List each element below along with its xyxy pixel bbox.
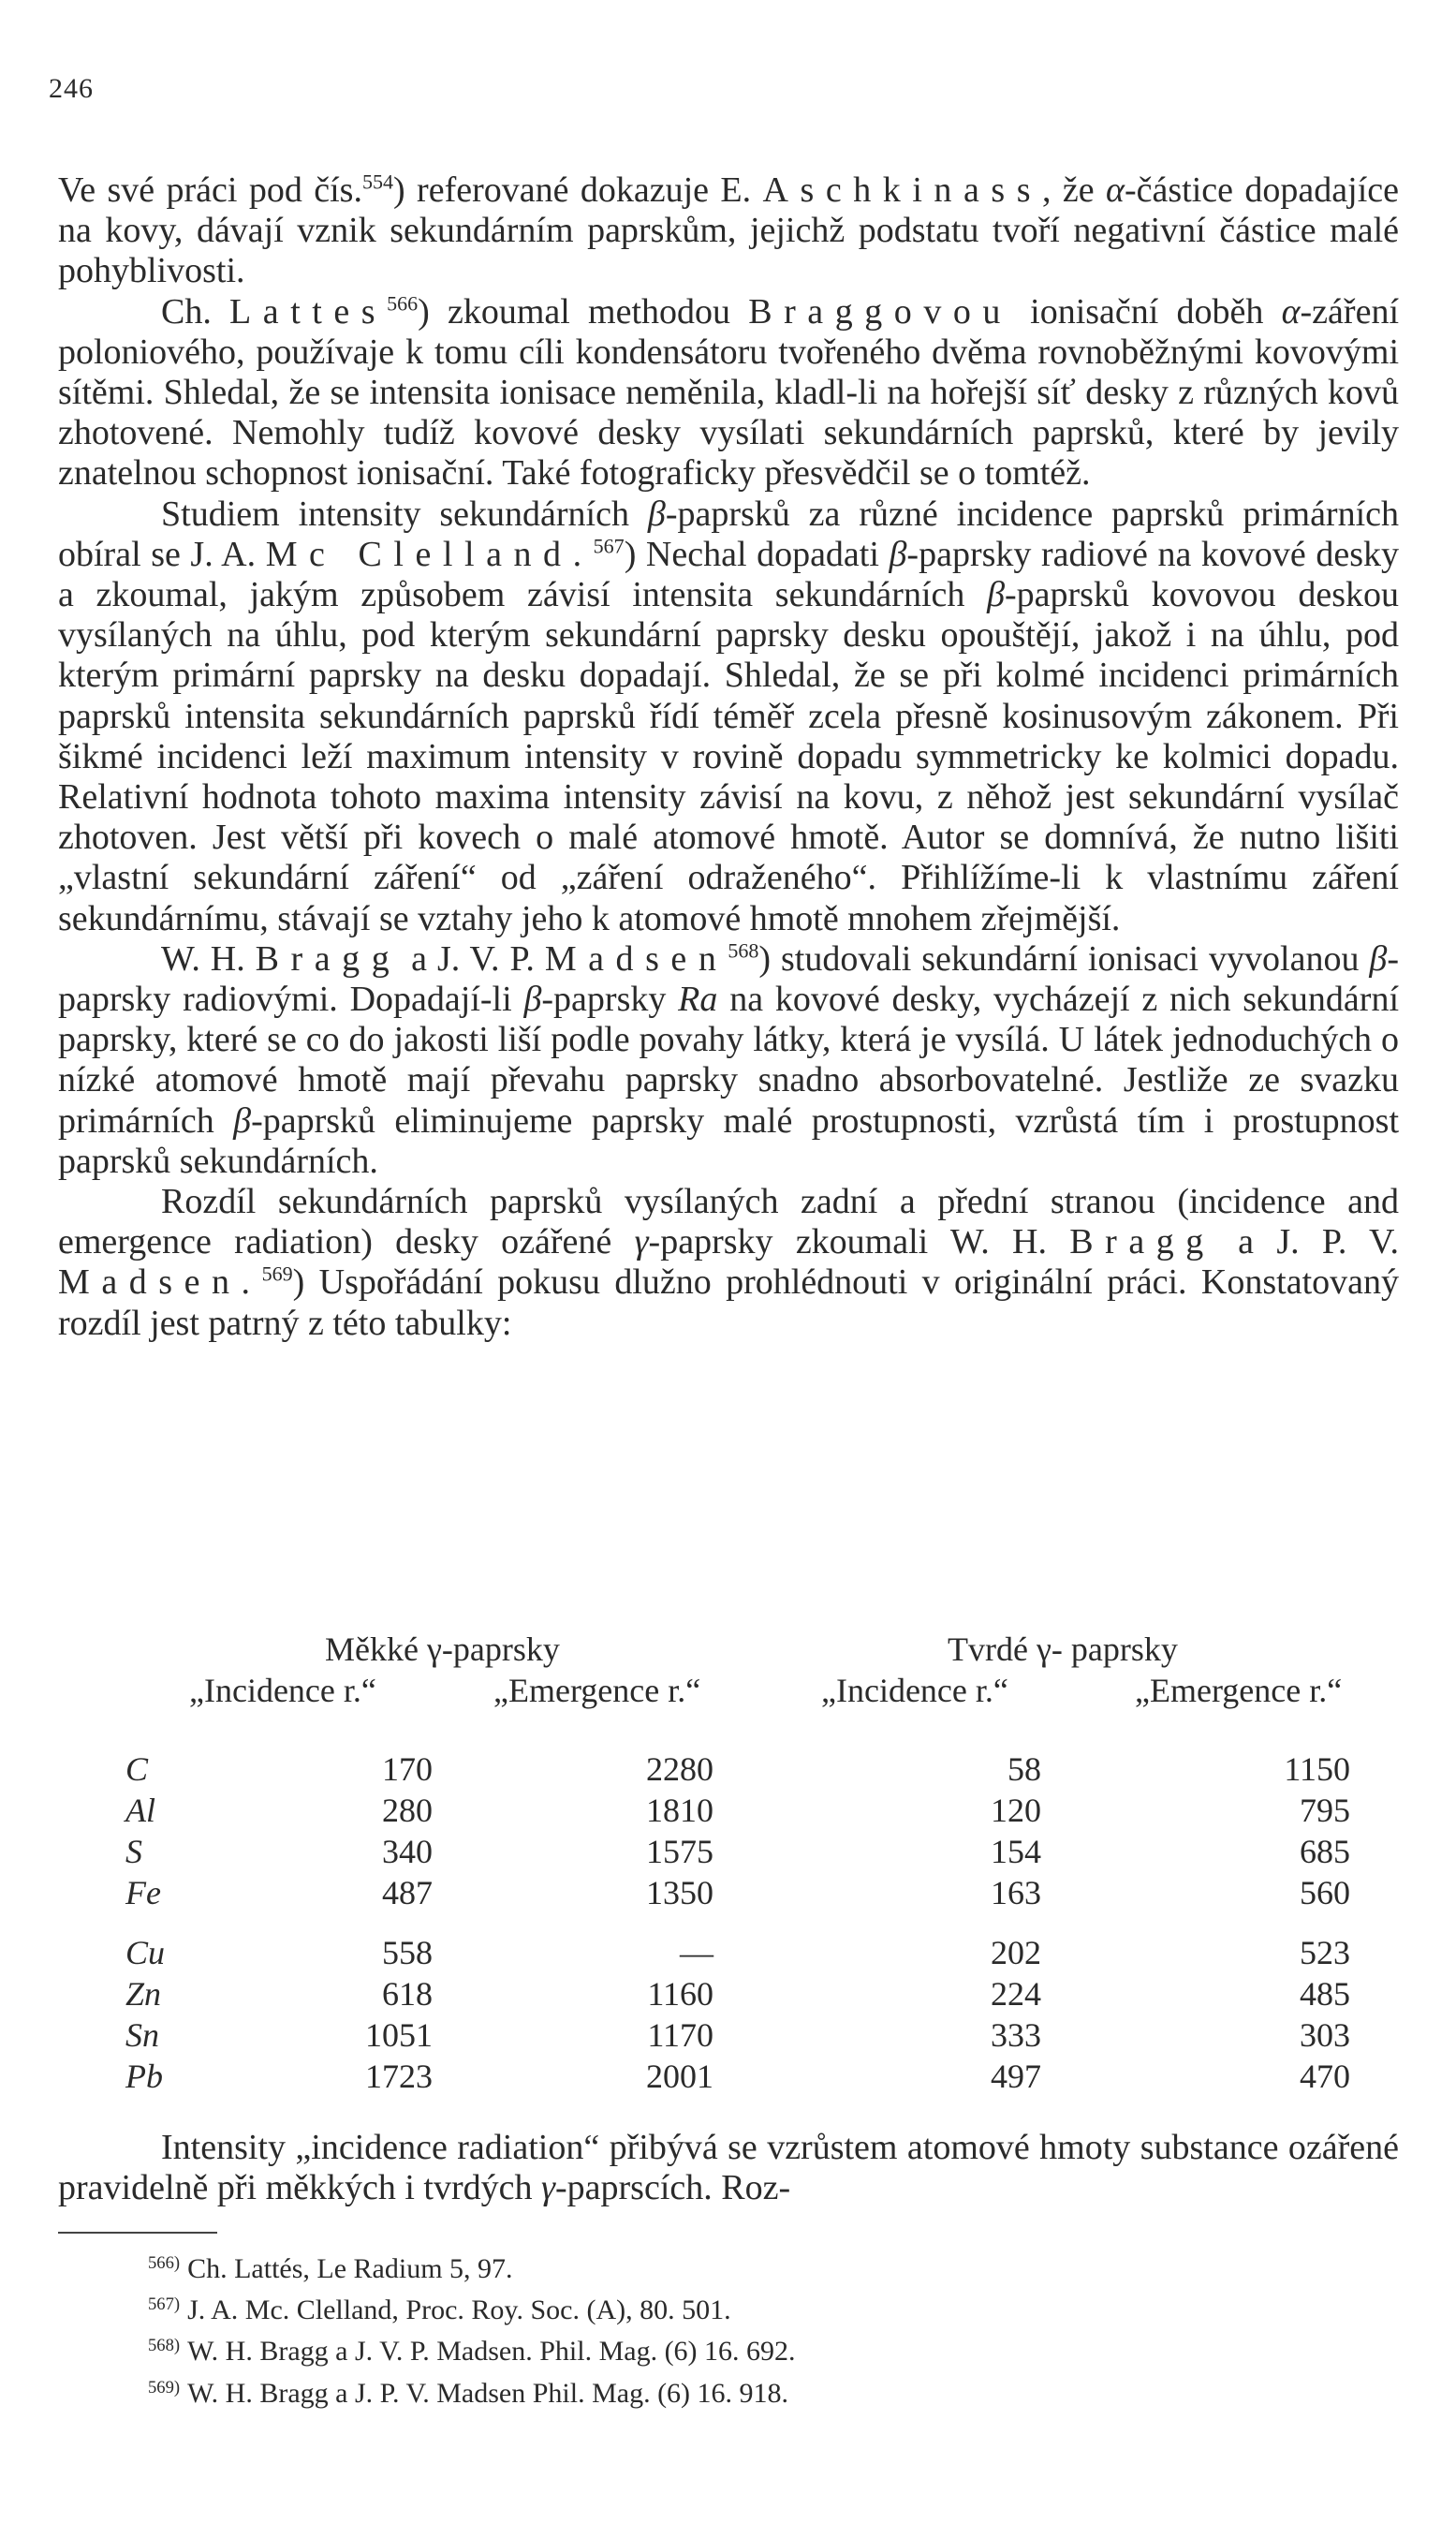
value-cell: 224	[991, 1975, 1041, 2013]
greek-symbol: β	[889, 534, 907, 574]
footnote-divider	[58, 2232, 217, 2234]
text-run: Ve své práci pod čís.	[58, 170, 362, 210]
value-cell: 340	[382, 1833, 433, 1870]
group-soft-gamma: Měkké γ-paprsky	[325, 1630, 560, 1668]
table-row	[58, 1974, 1399, 2015]
text-run: -paprsků za různé incidence paprsků primárních obíral se J. A.	[58, 494, 1400, 574]
text-run: -paprsky zkoumali W. H.	[648, 1222, 1070, 1262]
value-cell: 1810	[646, 1792, 713, 1829]
text-run: -paprscích. Roz-	[555, 2168, 791, 2207]
element-cell: Cu	[125, 1934, 166, 1971]
element-cell: Sn	[125, 2016, 159, 2054]
text-run: -paprsky radiové na kovové desky a zkoumal, jakým způsobem závisí intensita sekundárních	[58, 534, 1399, 615]
author-name: Aschkinass	[762, 170, 1043, 210]
value-cell: 170	[382, 1750, 433, 1788]
page-number: 246	[49, 73, 94, 104]
text-run: ) studovali sekundární ionisaci vyvolanou	[758, 938, 1370, 979]
footnote-ref: 568	[728, 938, 759, 963]
value-cell: 154	[991, 1833, 1041, 1870]
text-run: ) Uspořádání pokusu dlužno prohlédnouti v originální práci. Konstatovaný rozdíl jest patrný z této tabulky:	[58, 1262, 1399, 1343]
footnote-mark: 569)	[148, 2377, 181, 2398]
footnote-mark: 568)	[148, 2336, 181, 2356]
text-run: ) referované dokazuje E.	[393, 170, 763, 210]
value-cell: 2001	[646, 2058, 713, 2095]
text-run: ) Nechal dopadati	[624, 534, 890, 574]
footnote-text: W. H. Bragg a J. P. V. Madsen Phil. Mag. (6) 16. 918.	[187, 2377, 789, 2409]
footnote-text: W. H. Bragg a J. V. P. Madsen. Phil. Mag. (6) 16. 692.	[187, 2336, 796, 2368]
value-cell: 1350	[646, 1874, 713, 1911]
value-cell: 163	[991, 1874, 1041, 1911]
author-name: Lattes	[229, 291, 388, 332]
element-cell: Al	[125, 1792, 155, 1829]
table-row	[58, 1933, 1399, 1974]
text-run: ) zkoumal methodou	[418, 291, 749, 332]
paragraph-mcclelland	[58, 494, 1399, 939]
text-run: -paprsky	[541, 980, 679, 1020]
element-cell: C	[125, 1750, 149, 1788]
footnote-ref: 567	[593, 534, 625, 558]
paragraph-aschkinass	[58, 170, 1399, 292]
footnotes	[148, 2246, 1384, 2412]
greek-symbol: β	[233, 1100, 252, 1141]
table-column-header	[58, 1671, 1399, 1708]
col-emergence-hard: „Emergence r.“	[1135, 1672, 1343, 1709]
footnote-ref: 554	[361, 170, 394, 194]
footnote-mark: 567)	[148, 2294, 181, 2315]
paragraph-bragg-madsen-1	[58, 939, 1399, 1182]
element-cell: Fe	[125, 1874, 161, 1911]
footnote-text: Ch. Lattés, Le Radium 5, 97.	[187, 2253, 513, 2285]
text-run: a J. P. V.	[1214, 1222, 1399, 1262]
value-cell: —	[680, 1934, 713, 1971]
author-name: Braggovou	[748, 291, 1012, 332]
value-cell: 795	[1300, 1792, 1350, 1829]
col-emergence-soft: „Emergence r.“	[493, 1672, 701, 1709]
greek-symbol: β	[1369, 938, 1388, 979]
text-run: Studiem intensity sekundárních	[161, 494, 648, 534]
value-cell: 618	[382, 1975, 433, 2013]
value-cell: 58	[1007, 1750, 1041, 1788]
text-run: na kovové desky, vycházejí z nich sekundární paprsky, které se co do jakosti liší podle povahy látky, která je vysílá. U látek jednoduchých o nízké atomové hmotě mají převahu paprsky snadno absorbovatelné. Jestliže ze svazku primárních	[58, 980, 1400, 1141]
value-cell: 685	[1300, 1833, 1350, 1870]
value-cell: 487	[382, 1874, 433, 1911]
table-group-header	[58, 1630, 1399, 1667]
footnote-ref: 566	[387, 290, 419, 315]
value-cell: 1170	[647, 2016, 713, 2054]
paragraph-bragg-madsen-2	[58, 1182, 1399, 1344]
table-row	[58, 1749, 1399, 1791]
value-cell: 558	[382, 1934, 433, 1971]
value-cell: 2280	[646, 1750, 713, 1788]
greek-symbol: γ	[541, 2168, 555, 2207]
paragraph-lattes	[58, 292, 1399, 494]
greek-symbol: β	[987, 575, 1005, 615]
table-row	[58, 1832, 1399, 1873]
footnote	[148, 2246, 1384, 2287]
value-cell: 280	[382, 1792, 433, 1829]
col-incidence-soft: „Incidence r.“	[189, 1672, 376, 1709]
text-run: ionisační doběh	[1011, 291, 1282, 332]
text-run: -záření poloniového, používaje k tomu cíli kondensátoru tvořeného dvěma rovnoběžnými kovovými sítěmi. Shledal, že se intensita ionisace neměnila, kladl-li na hořejší síť desky z různých kovů zhotovené. Nemohly tudíž kovové desky vysílati sekundárních paprsků, které by jevily znatelnou schopnost ionisační. Také fotograficky přesvědčil se o tomtéž.	[58, 291, 1399, 494]
value-cell: 1575	[646, 1833, 713, 1870]
footnote-mark: 566)	[148, 2253, 181, 2273]
author-name: Bragg	[1069, 1222, 1215, 1262]
text-run: , že	[1042, 170, 1107, 210]
text-run: -částice dopadajíce na kovy, dávají vznik sekundárním paprskům, jejichž podstatu tvoří negativní částice malé pohyblivosti.	[58, 170, 1399, 291]
text-run: -paprsky radiovými. Dopadají-li	[58, 938, 1399, 1020]
greek-symbol: α	[1106, 170, 1125, 210]
value-cell: 1723	[365, 2058, 433, 2095]
group-hard-gamma: Tvrdé γ- paprsky	[948, 1630, 1178, 1668]
value-cell: 120	[991, 1792, 1041, 1829]
greek-symbol: γ	[634, 1222, 649, 1262]
value-cell: 1051	[365, 2016, 433, 2054]
author-name: Bragg	[255, 938, 402, 979]
text-run: -paprsků kovovou deskou vysílaných na úhlu, pod kterým sekundární paprsky desku opouštějí, jakož i na úhlu, pod kterým primární paprsky na desku dopadají. Shledal, že se při kolmé incidenci primárních paprsků intensita sekundárních paprsků řídí téměř zcela přesně kosinusovým zákonem. Při šikmé incidenci leží maximum intensity v rovině dopadu symmetricky ke kolmici dopadu. Relativní hodnota tohoto maxima intensity závisí na kovu, z něhož jest sekundární vysílač zhotoven. Jest větší při kovech o malé atomové hmotě. Autor se domnívá, že nutno lišiti „vlastní sekundární záření“ od „záření odraženého“. Přihlížíme-li k vlastnímu záření sekundárnímu, stávají se vztahy jeho k atomové hmotě mnohem zřejmější.	[58, 575, 1399, 938]
author-name: Madsen.	[58, 1262, 262, 1303]
value-cell: 333	[991, 2016, 1041, 2054]
text-run: Rozdíl sekundárních paprsků vysílaných zadní a přední stranou (incidence and emergence radiation) desky ozářené	[58, 1182, 1399, 1262]
footnote-ref: 569	[261, 1262, 293, 1286]
table-row	[58, 1791, 1399, 1832]
author-name: Mc Clelland.	[265, 534, 594, 574]
footnote	[148, 2370, 1384, 2412]
text-run: -paprsků eliminujeme paprsky malé prostupnosti, vzrůstá tím i prostupnost paprsků sekundárních.	[58, 1100, 1400, 1181]
text-run: Intensity „incidence radiation“ přibývá se vzrůstem atomové hmoty substance ozářené pravidelně při měkkých i tvrdých	[58, 2128, 1399, 2207]
greek-symbol: β	[523, 980, 542, 1020]
value-cell: 523	[1300, 1934, 1350, 1971]
table-row	[58, 2057, 1399, 2098]
value-cell: 485	[1300, 1975, 1350, 2013]
footnote	[148, 2287, 1384, 2328]
greek-symbol: β	[647, 494, 666, 534]
value-cell: 303	[1300, 2016, 1350, 2054]
greek-symbol: α	[1281, 291, 1301, 332]
body-text	[58, 170, 1399, 1344]
closing-paragraph	[58, 2128, 1399, 2208]
author-name: Madsen	[544, 938, 728, 979]
emission-table	[58, 1630, 1399, 2095]
value-cell: 1160	[647, 1975, 713, 2013]
text-run: Ch.	[161, 291, 230, 332]
text-run: W. H.	[161, 938, 256, 979]
value-cell: 1150	[1284, 1750, 1350, 1788]
element-cell: Zn	[125, 1975, 162, 2013]
footnote	[148, 2328, 1384, 2369]
value-cell: 560	[1300, 1874, 1350, 1911]
footnote-text: J. A. Mc. Clelland, Proc. Roy. Soc. (A), 80. 501.	[187, 2294, 731, 2326]
element-cell: S	[125, 1833, 142, 1870]
table-row	[58, 1873, 1399, 1914]
value-cell: 470	[1300, 2058, 1350, 2095]
value-cell: 202	[991, 1934, 1041, 1971]
col-incidence-hard: „Incidence r.“	[821, 1672, 1008, 1709]
element-symbol: Ra	[678, 980, 718, 1020]
element-cell: Pb	[125, 2058, 163, 2095]
text-run: a J. V. P.	[401, 938, 545, 979]
table-row	[58, 2015, 1399, 2057]
value-cell: 497	[991, 2058, 1041, 2095]
